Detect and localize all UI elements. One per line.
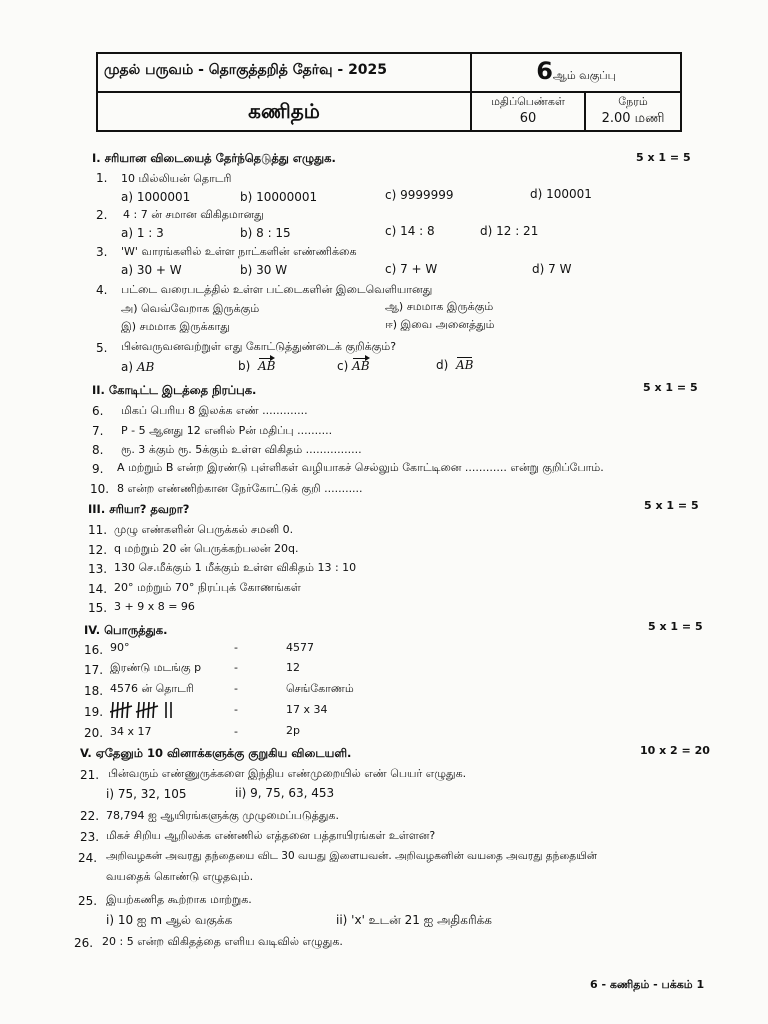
- q1-option-d: d) 100001: [530, 187, 592, 201]
- q22-number: 22.: [80, 809, 100, 823]
- q2-option-a: a) 1 : 3: [121, 226, 164, 240]
- q18-right: செங்கோணம்: [286, 682, 354, 695]
- q11-number: 11.: [88, 523, 108, 537]
- section-2-score: 5 x 1 = 5: [643, 381, 698, 394]
- q17-number: 17.: [84, 663, 104, 677]
- q3-option-c: c) 7 + W: [385, 262, 438, 276]
- page-footer: 6 - கணிதம் - பக்கம் 1: [590, 978, 705, 991]
- q26-number: 26.: [74, 936, 94, 950]
- q9-text: A மற்றும் B என்ற இரண்டு புள்ளிகள் வழியாகச் செல்லும் கோட்டினை ............ என்று குறிப்போம்.: [117, 461, 604, 474]
- q17-dash: -: [234, 661, 238, 674]
- q1-option-a: a) 1000001: [121, 190, 191, 204]
- q5-option-b-symbol: AB: [257, 359, 276, 373]
- q5-option-d-symbol: AB: [455, 358, 474, 372]
- q2-text: 4 : 7 ன் சமான விகிதமானது: [123, 208, 264, 221]
- q25-sub-2: ii) 'x' உடன் 21 ஐ அதிகரிக்க: [336, 913, 492, 927]
- q1-option-c: c) 9999999: [385, 188, 454, 202]
- section-4-score: 5 x 1 = 5: [648, 620, 703, 633]
- q3-text: 'W' வாரங்களில் உள்ள நாட்களின் எண்ணிக்கை: [121, 245, 357, 258]
- q4-text: பட்டை வரைபடத்தில் உள்ள பட்டைகளின் இடைவெளியானது: [121, 283, 433, 296]
- q20-number: 20.: [84, 726, 104, 740]
- q2-option-c: c) 14 : 8: [385, 224, 435, 238]
- subject-title: கணிதம்: [248, 99, 320, 123]
- q13-text: 130 செ.மீக்கும் 1 மீக்கும் உள்ள விகிதம் 13 : 10: [114, 561, 357, 574]
- q5-option-a-symbol: AB: [136, 360, 155, 374]
- q3-option-b: b) 30 W: [240, 263, 288, 277]
- q4-option-a: அ) வெவ்வேறாக இருக்கும்: [121, 302, 260, 315]
- q25-number: 25.: [78, 894, 98, 908]
- section-5-score: 10 x 2 = 20: [640, 744, 710, 757]
- q22-text: 78,794 ஐ ஆயிரங்களுக்கு முழுமைப்படுத்துக.: [106, 809, 339, 822]
- section-3-score: 5 x 1 = 5: [644, 499, 699, 512]
- q20-right: 2p: [286, 724, 300, 737]
- q21-text: பின்வரும் எண்ணுருக்களை இந்திய எண்முறையில் எண் பெயர் எழுதுக.: [108, 767, 467, 780]
- section-2-title: II. கோடிட்ட இடத்தை நிரப்புக.: [92, 383, 257, 397]
- q16-right: 4577: [286, 641, 314, 654]
- section-1-title: I. சரியான விடையைத் தேர்ந்தெடுத்து எழுதுக.: [92, 151, 336, 165]
- q2-option-b: b) 8 : 15: [240, 226, 291, 240]
- q5-option-b: [238, 359, 275, 373]
- q18-left: 4576 ன் தொடரி: [110, 682, 194, 695]
- q20-left: 34 x 17: [110, 725, 152, 738]
- q15-text: 3 + 9 x 8 = 96: [114, 600, 195, 613]
- time-label: நேரம்: [618, 95, 648, 108]
- q16-left: 90°: [110, 641, 130, 654]
- q25-text: இயற்கணித கூற்றாக மாற்றுக.: [106, 893, 252, 906]
- q7-number: 7.: [92, 424, 104, 438]
- q15-number: 15.: [88, 601, 108, 615]
- q4-option-c: இ) சமமாக இருக்காது: [121, 320, 230, 333]
- q8-number: 8.: [92, 443, 104, 457]
- q1-number: 1.: [96, 171, 108, 185]
- q21-sub-2: ii) 9, 75, 63, 453: [235, 786, 335, 800]
- q19-right: 17 x 34: [286, 703, 328, 716]
- time-value: 2.00 மணி: [601, 111, 665, 126]
- q4-option-b: ஆ) சமமாக இருக்கும்: [385, 300, 494, 313]
- marks-label: மதிப்பெண்கள்: [491, 95, 565, 108]
- q16-dash: -: [234, 641, 238, 654]
- q9-number: 9.: [92, 462, 104, 476]
- q2-number: 2.: [96, 208, 108, 222]
- q20-dash: -: [234, 725, 238, 738]
- q11-text: முழு எண்களின் பெருக்கல் சமனி 0.: [114, 523, 294, 536]
- section-1-score: 5 x 1 = 5: [636, 151, 691, 164]
- q25-sub-1: i) 10 ஐ m ஆல் வகுக்க: [106, 913, 233, 927]
- q12-number: 12.: [88, 543, 108, 557]
- section-3-title: III. சரியா? தவறா?: [88, 502, 190, 516]
- q3-number: 3.: [96, 245, 108, 259]
- q17-right: 12: [286, 661, 300, 674]
- q26-text: 20 : 5 என்ற விகிதத்தை எளிய வடிவில் எழுதுக.: [102, 935, 343, 948]
- q21-sub-1: i) 75, 32, 105: [106, 787, 187, 801]
- q6-number: 6.: [92, 404, 104, 418]
- q3-option-a: a) 30 + W: [121, 263, 182, 277]
- q5-number: 5.: [96, 341, 108, 355]
- q3-option-d: d) 7 W: [532, 262, 572, 276]
- q4-option-d: ஈ) இவை அனைத்தும்: [385, 318, 495, 331]
- header-table: [96, 52, 682, 132]
- q5-option-d: [436, 358, 473, 372]
- q19-number: 19.: [84, 705, 104, 719]
- q5-option-a: [121, 360, 154, 374]
- q17-left: இரண்டு மடங்கு p: [110, 661, 202, 674]
- q23-text: மிகச் சிறிய ஆறிலக்க எண்ணில் எத்தனை பத்தாயிரங்கள் உள்ளன?: [106, 829, 436, 842]
- q2-option-d: d) 12 : 21: [480, 224, 539, 238]
- q5-option-a-label: a): [121, 360, 134, 374]
- q4-number: 4.: [96, 283, 108, 297]
- q16-number: 16.: [84, 643, 104, 657]
- q7-text: P - 5 ஆனது 12 எனில் Pன் மதிப்பு ..........: [121, 424, 333, 437]
- q23-number: 23.: [80, 830, 100, 844]
- q6-text: மிகப் பெரிய 8 இலக்க எண் .............: [121, 404, 308, 417]
- q13-number: 13.: [88, 562, 108, 576]
- q14-number: 14.: [88, 582, 108, 596]
- q10-number: 10.: [90, 482, 110, 496]
- q5-text: பின்வருவனவற்றுள் எது கோட்டுத்துண்டைக் குறிக்கும்?: [121, 340, 397, 353]
- q24-text-continued: வயதைக் கொண்டு எழுதவும்.: [106, 870, 254, 883]
- class-suffix: ஆம் வகுப்பு: [552, 69, 616, 82]
- q5-option-b-label: b): [238, 359, 251, 373]
- class-number: 6: [536, 57, 553, 85]
- q21-number: 21.: [80, 768, 100, 782]
- q24-number: 24.: [78, 851, 98, 865]
- q18-number: 18.: [84, 684, 104, 698]
- q5-option-c-symbol: AB: [352, 359, 370, 373]
- section-4-title: IV. பொருத்துக.: [84, 623, 168, 637]
- q5-option-c: [337, 359, 370, 373]
- exam-title: முதல் பருவம் - தொகுத்தறித் தேர்வு - 2025: [104, 62, 388, 78]
- q5-option-d-label: d): [436, 358, 449, 372]
- marks-value: 60: [519, 111, 537, 126]
- q1-option-b: b) 10000001: [240, 190, 318, 204]
- section-5-title: V. ஏதேனும் 10 வினாக்களுக்கு குறுகிய விடையளி.: [80, 746, 352, 760]
- q14-text: 20° மற்றும் 70° நிரப்புக் கோணங்கள்: [114, 581, 301, 594]
- tally-marks-icon: [110, 699, 190, 721]
- q18-dash: -: [234, 682, 238, 695]
- q24-text: அறிவழகன் அவரது தந்தையை விட 30 வயது இளையவன். அறிவழகனின் வயதை அவரது தந்தையின்: [106, 850, 598, 862]
- q10-text: 8 என்ற எண்ணிற்கான நேர்கோட்டுக் குறி ...........: [117, 482, 363, 495]
- q8-text: ரூ. 3 க்கும் ரூ. 5க்கும் உள்ள விகிதம் ................: [121, 443, 362, 456]
- q19-dash: -: [234, 703, 238, 716]
- q5-option-c-label: c): [337, 359, 349, 373]
- q1-text: 10 மில்லியன் தொடரி: [121, 172, 232, 185]
- q12-text: q மற்றும் 20 ன் பெருக்கற்பலன் 20q.: [114, 542, 299, 555]
